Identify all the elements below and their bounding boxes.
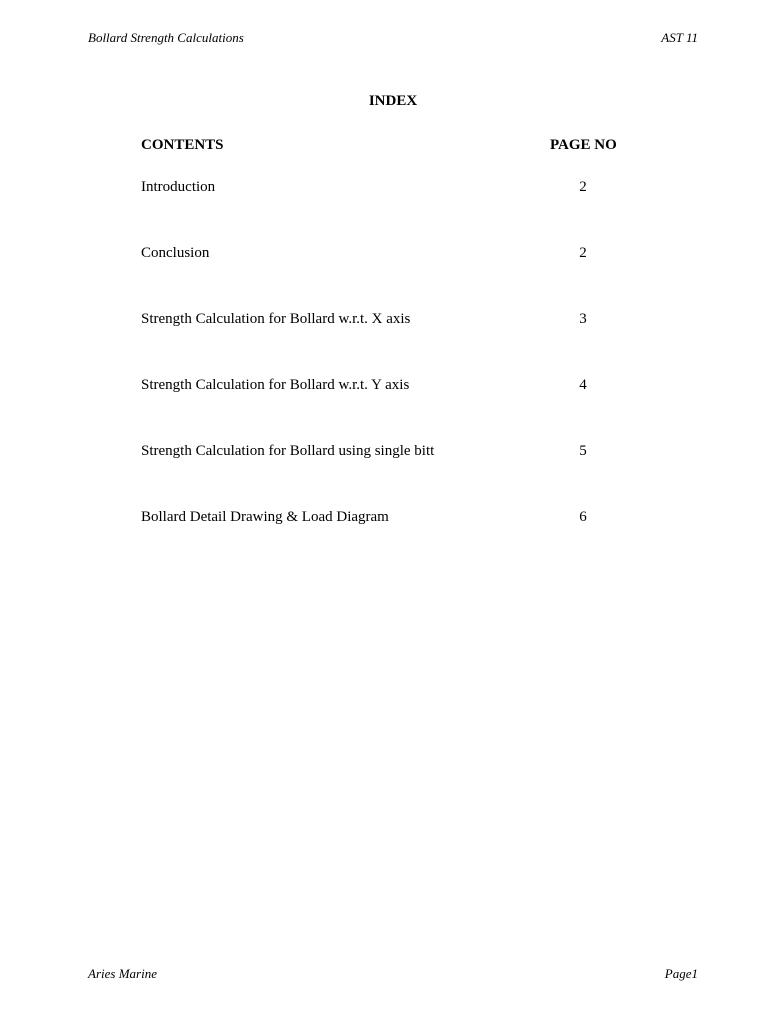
toc-entry-title: Introduction	[141, 179, 216, 195]
toc-entry-page: 6	[579, 509, 587, 525]
toc-entry-page: 2	[579, 179, 587, 195]
toc-contents-heading: CONTENTS	[141, 137, 224, 153]
toc-entry[interactable]	[141, 310, 631, 376]
toc-entry-page: 5	[579, 443, 587, 459]
toc-entry-title: Strength Calculation for Bollard using single bitt	[141, 443, 435, 459]
toc-entry-title: Conclusion	[141, 245, 210, 261]
page-title: INDEX	[368, 93, 418, 109]
toc-header	[141, 136, 631, 154]
footer-page-number: Page1	[664, 966, 698, 981]
toc-entry-page: 4	[579, 377, 587, 393]
toc-entry[interactable]	[141, 508, 631, 574]
header-document-title: Bollard Strength Calculations	[88, 30, 244, 45]
toc-entry-page: 2	[579, 245, 587, 261]
toc-entry-title: Bollard Detail Drawing & Load Diagram	[141, 509, 389, 525]
toc-entry[interactable]	[141, 376, 631, 442]
toc-entries	[141, 178, 631, 574]
table-of-contents	[141, 136, 631, 574]
footer-company: Aries Marine	[88, 966, 157, 981]
toc-entry-page: 3	[579, 311, 587, 327]
toc-entry[interactable]	[141, 178, 631, 244]
toc-entry[interactable]	[141, 442, 631, 508]
toc-entry-title: Strength Calculation for Bollard w.r.t. Y axis	[141, 377, 410, 393]
toc-entry[interactable]	[141, 244, 631, 310]
toc-page-heading: PAGE NO	[550, 137, 617, 153]
header-document-code: AST 11	[661, 30, 698, 45]
toc-entry-title: Strength Calculation for Bollard w.r.t. X axis	[141, 311, 411, 327]
